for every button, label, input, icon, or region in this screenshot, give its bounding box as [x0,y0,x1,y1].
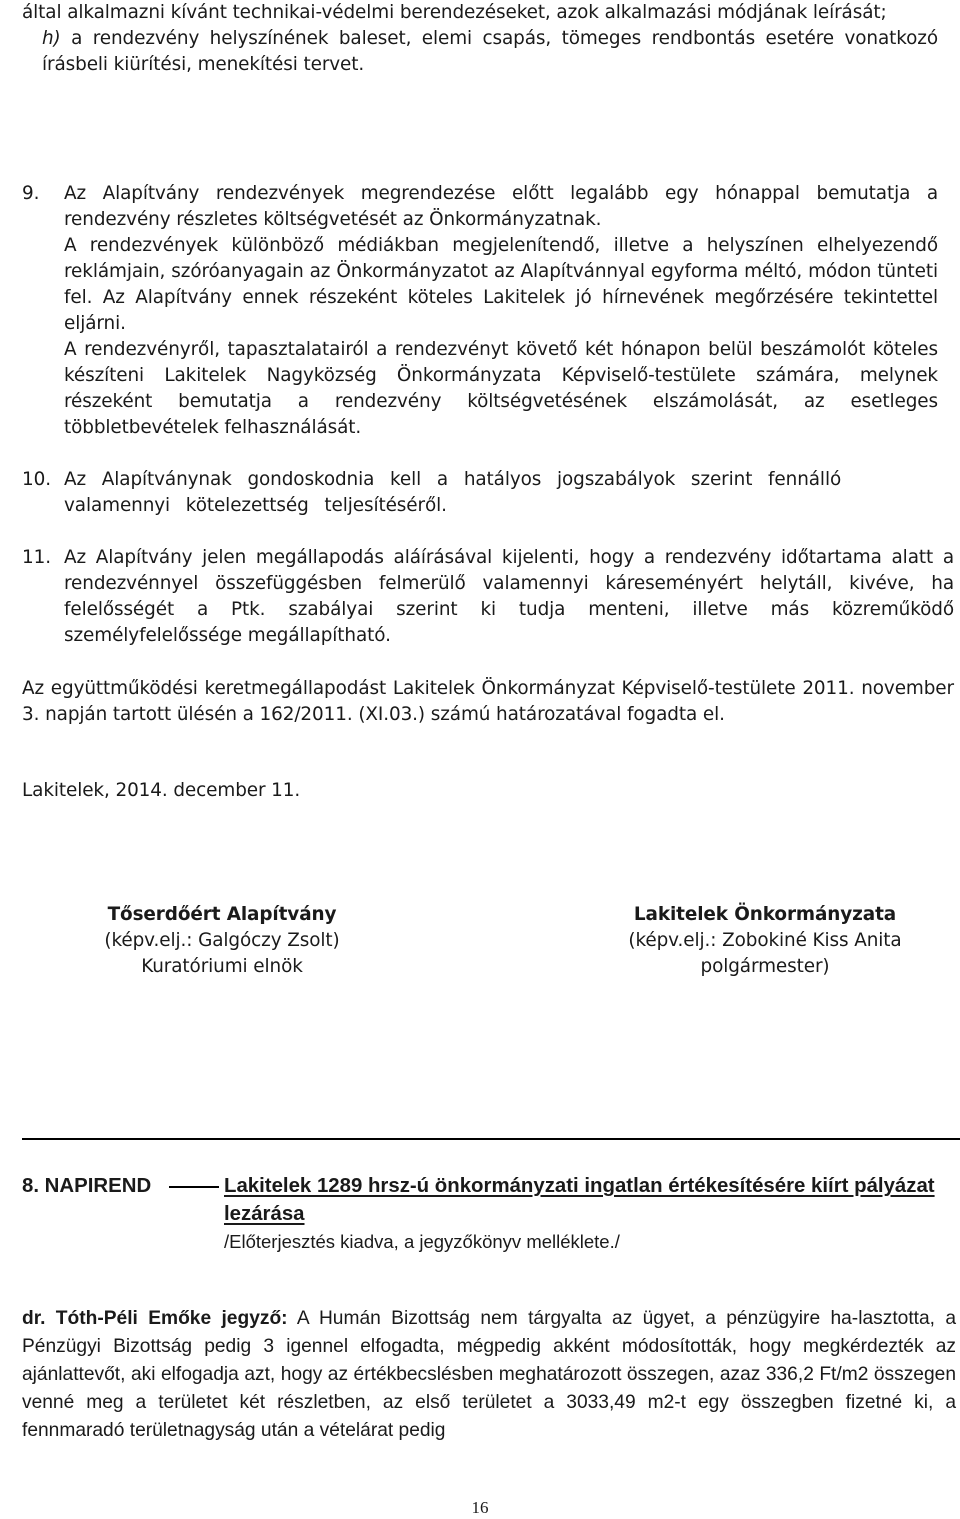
point-body [22,181,938,441]
point-9 [22,181,938,441]
intro-continuation: által alkalmazni kívánt technikai-védelmi berendezéseket, azok alkalmazási módjának leírását; [22,2,887,23]
minutes-block [22,1305,956,1445]
page-number: 16 [471,1498,489,1517]
point-10 [22,467,922,519]
signature-left-name: Tőserdőért Alapítvány [107,904,337,925]
signature-left-role: Kuratóriumi elnök [141,956,303,977]
minutes-text: A Humán Bizottság nem tárgyalta az ügyet, a pénzügyire ha-lasztotta, a Pénzügyi Bizottság pedig 3 igennel elfogadta, mégpedig akként módosították, hogy megkérdezték az ajánlattevőt, aki elfogadja azt, hogy az értékbecslésben meghatározott összegen, azaz 336,2 Ft/m2 összegen venné meg a területet két részletben, az első területet a 3033,49 m2-t egy összegben fizetné ki, a fennmaradó területnagyság után a vételárat pedig [22,1308,956,1441]
approval-paragraph [22,676,954,728]
place-date-text: Lakitelek, 2014. december 11. [22,780,301,801]
point-body [22,545,954,649]
agenda-dash [169,1186,219,1188]
signature-left [62,902,382,980]
section-divider [22,1138,960,1140]
point-paragraph: A rendezvények különböző médiákban megjelenítendő, illetve a helyszínen elhelyezendő reklámjain, szóróanyagain az Önkormányzatot az Alapítvánnyal egyforma méltó, módon tünteti fel. Az Alapítvány ennek részeként köteles Lakitelek jó hírnevének megőrzésére tekintettel eljárni. [64,235,938,334]
point-number: 9. [22,183,40,204]
speaker-name: dr. Tóth-Péli Emőke jegyző: [22,1308,288,1329]
point-paragraph: Az Alapítvány jelen megállapodás aláírásával kijelenti, hogy a rendezvény időtartama alatt a rendezvénnyel összefüggésben felmerülő valamennyi káreseményért helytáll, kivéve, ha felelősségét a Ptk. szabályai szerint ki tudja menteni, illetve más közreműködő személyfelelőssége megállapítható. [64,547,954,646]
point-paragraph: Az Alapítvány rendezvények megrendezése előtt legalább egy hónappal bemutatja a rendezvény részletes költségvetését az Önkormányzatnak. [64,183,938,230]
item-h [22,26,938,78]
item-h-label: h) [42,28,61,49]
signature-right-rep: (képv.elj.: Zobokiné Kiss Anita [628,930,902,951]
point-number: 11. [22,547,51,568]
point-paragraph: A rendezvényről, tapasztalatairól a rendezvényt követő két hónapon belül beszámolót köteles készíteni Lakitelek Nagyközség Önkormányzata Képviselő-testülete számára, melynek részeként bemutatja a rendezvény költségvetésének elszámolását, az esetleges többletbevételek felhasználását. [64,339,938,438]
intro-block [22,0,938,78]
agenda-note: /Előterjesztés kiadva, a jegyzőkönyv melléklete./ [224,1231,620,1252]
point-body [22,467,922,519]
point-11 [22,545,954,649]
point-number: 10. [22,469,51,490]
signature-left-rep: (képv.elj.: Galgóczy Zsolt) [104,930,340,951]
minutes-paragraph [22,1305,956,1445]
signature-right-role: polgármester) [700,956,830,977]
signature-right-name: Lakitelek Önkormányzata [633,904,897,925]
point-paragraph: Az Alapítványnak gondoskodnia kell a hatályos jogszabályok szerint fennálló valamennyi kötelezettség teljesítéséről. [64,469,842,516]
approval-text: Az együttműködési keretmegállapodást Lakitelek Önkormányzat Képviselő-testülete 2011. november 3. napján tartott ülésén a 162/2011. (XI.03.) számú határozatával fogadta el. [22,678,954,725]
place-date [22,778,300,804]
signature-right [605,902,925,980]
agenda-number-text: 8. NAPIREND [22,1175,152,1197]
agenda-title: Lakitelek 1289 hrsz-ú önkormányzati ingatlan értékesítésére kiírt pályázat lezárása [224,1175,935,1225]
agenda-number [22,1172,219,1200]
agenda-block [224,1172,960,1256]
item-h-text: a rendezvény helyszínének baleset, elemi csapás, tömeges rendbontás esetére vonatkozó írásbeli kiürítési, menekítési tervet. [42,28,938,75]
